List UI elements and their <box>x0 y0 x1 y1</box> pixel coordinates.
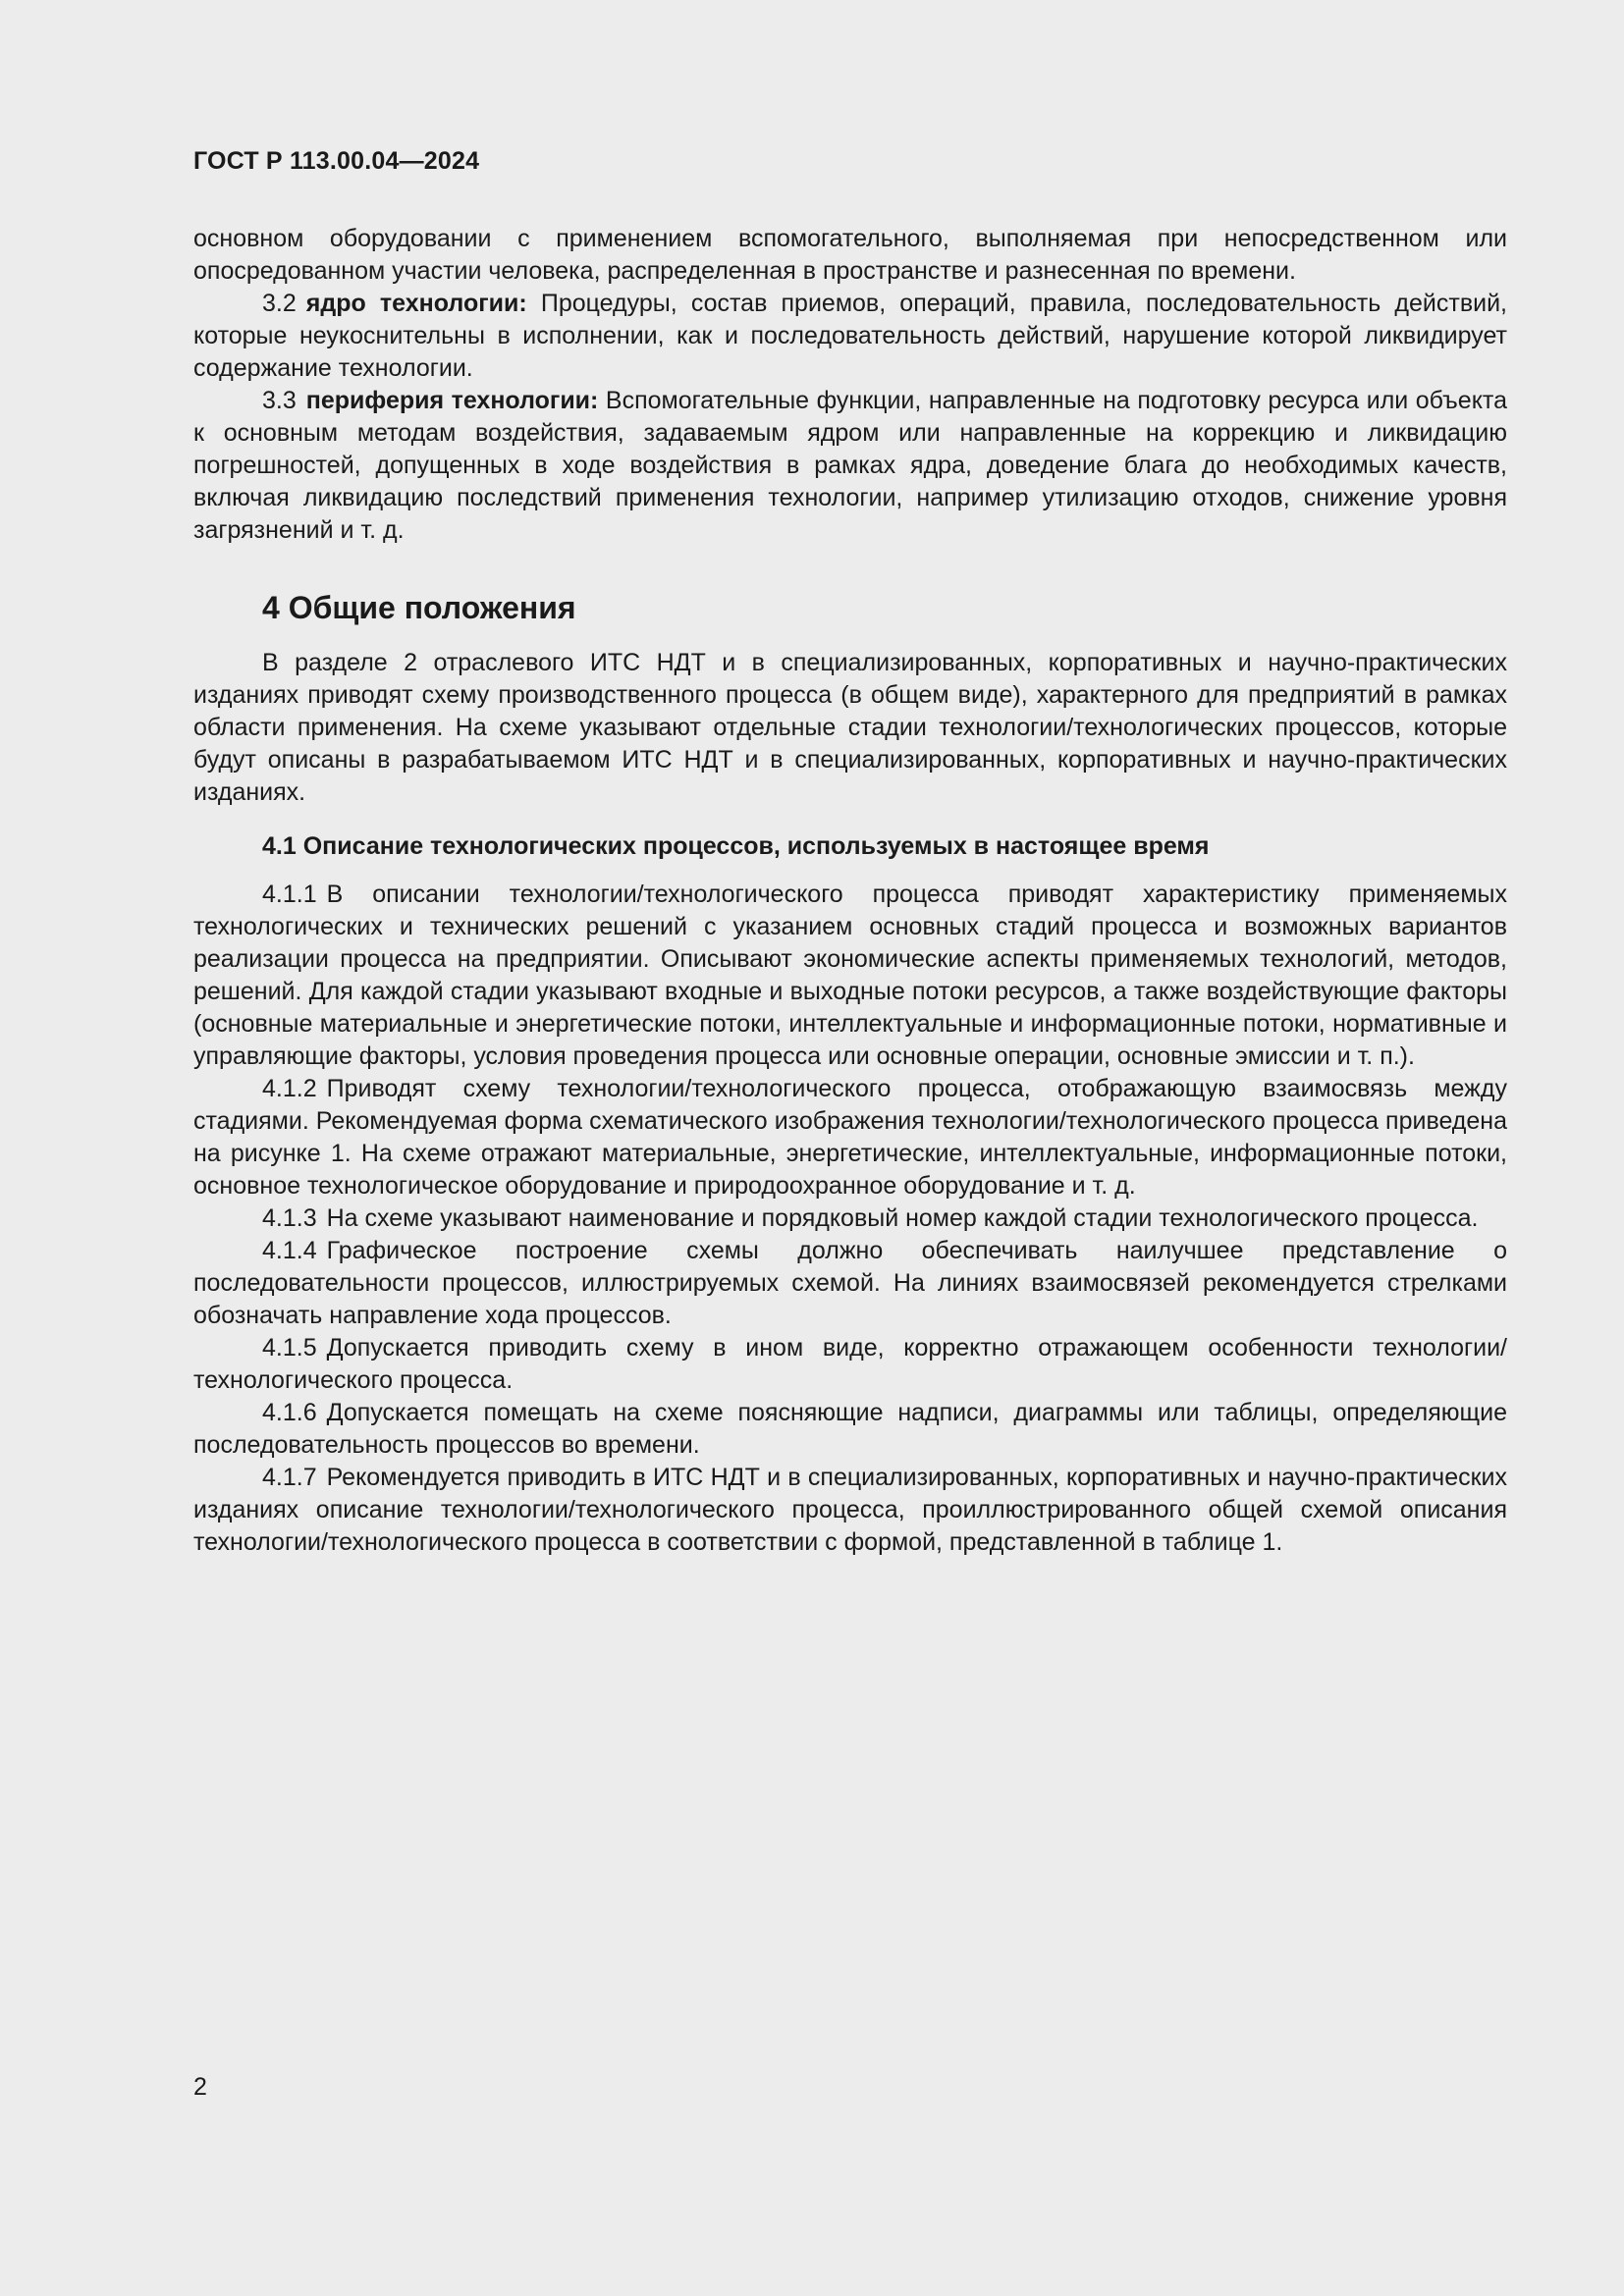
clause-number: 4.1.1 <box>262 881 317 908</box>
clause-text: Допускается приводить схему в ином виде, корректно отражающем особенности технологии/технологического процесса. <box>193 1334 1507 1394</box>
term-definition: Вспомогательные функции, направленные на подготовку ресурса или объекта к основным методам воздействия, задаваемым ядром или направленные на коррекцию и ликвидацию погрешностей, допущенных в ходе воздействия в рамках ядра, доведение блага до необходимых качеств, включая ликвидацию последствий применения технологии, например утилизацию отходов, снижение уровня загрязнений и т. д. <box>193 387 1507 544</box>
term-3-3 <box>193 385 1507 547</box>
clause-4-1-4 <box>193 1235 1507 1332</box>
clause-4-1-3 <box>193 1202 1507 1235</box>
clause-number: 4.1.6 <box>262 1399 317 1426</box>
term-name: ядро технологии: <box>305 290 527 317</box>
clause-text: Графическое построение схемы должно обеспечивать наилучшее представление о последовательности процессов, иллюстрируемых схемой. На линиях взаимосвязей рекомендуется стрелками обозначать направление хода процессов. <box>193 1237 1507 1329</box>
clause-4-1-2 <box>193 1073 1507 1202</box>
clause-number: 4.1.3 <box>262 1204 317 1232</box>
document-code-header: ГОСТ Р 113.00.04—2024 <box>193 147 480 175</box>
clause-4-1-7 <box>193 1462 1507 1559</box>
term-name: периферия технологии: <box>305 387 599 414</box>
clause-number: 4.1.7 <box>262 1464 317 1491</box>
section-4-title: 4 Общие положения <box>262 590 576 625</box>
clause-4-1-5 <box>193 1332 1507 1397</box>
clause-4-1-6 <box>193 1397 1507 1462</box>
clause-number: 4.1.5 <box>262 1334 317 1362</box>
clause-text: В описании технологии/технологического процесса приводят характеристику применяемых технологических и технических решений с указанием основных стадий процесса и возможных вариантов реализации процесса на предприятии. Описывают экономические аспекты применяемых технологий, методов, решений. Для каждой стадии указывают входные и выходные потоки ресурсов, а также воздействующие факторы (основные материальные и энергетические потоки, интеллектуальные и информационные потоки, нормативные и управляющие факторы, условия проведения процесса или основные операции, основные эмиссии и т. п.). <box>193 881 1507 1070</box>
section-4-paragraph: В разделе 2 отраслевого ИТС НДТ и в специализированных, корпоративных и научно-практических изданиях приводят схему производственного процесса (в общем виде), характерного для предприятий в рамках области применения. На схеме указывают отдельные стадии технологии/технологических процессов, которые будут описаны в разрабатываемом ИТС НДТ и в специализированных, корпоративных и научно-практических изданиях. <box>193 649 1507 806</box>
term-number: 3.3 <box>262 387 297 414</box>
subsection-4-1-title: 4.1 Описание технологических процессов, используемых в настоящее время <box>262 832 1210 860</box>
term-3-2 <box>193 288 1507 385</box>
term-number: 3.2 <box>262 290 297 317</box>
clause-text: Рекомендуется приводить в ИТС НДТ и в специализированных, корпоративных и научно-практических изданиях описание технологии/технологического процесса, проиллюстрированного общей схемой описания технологии/технологического процесса в соответствии с формой, представленной в таблице 1. <box>193 1464 1507 1556</box>
page-number: 2 <box>193 2073 207 2101</box>
clause-number: 4.1.4 <box>262 1237 317 1264</box>
clause-text: На схеме указывают наименование и порядковый номер каждой стадии технологического процесса. <box>326 1204 1479 1232</box>
clause-text: Приводят схему технологии/технологического процесса, отображающую взаимосвязь между стадиями. Рекомендуемая форма схематического изображения технологии/технологического процесса приведена на рисунке 1. На схеме отражают материальные, энергетические, интеллектуальные, информационные потоки, основное технологическое оборудование и природоохранное оборудование и т. д. <box>193 1075 1507 1200</box>
term-definition: Процедуры, состав приемов, операций, правила, последовательность действий, которые неукоснительны в исполнении, как и последовательность действий, нарушение которой ликвидирует содержание технологии. <box>193 290 1507 382</box>
clause-number: 4.1.2 <box>262 1075 317 1102</box>
clause-text: Допускается помещать на схеме поясняющие надписи, диаграммы или таблицы, определяющие последовательность процессов во времени. <box>193 1399 1507 1459</box>
page-content <box>193 147 1507 1559</box>
intro-continuation: основном оборудовании с применением вспомогательного, выполняемая при непосредственном или опосредованном участии человека, распределенная в пространстве и разнесенная по времени. <box>193 225 1507 285</box>
clause-4-1-1 <box>193 879 1507 1073</box>
